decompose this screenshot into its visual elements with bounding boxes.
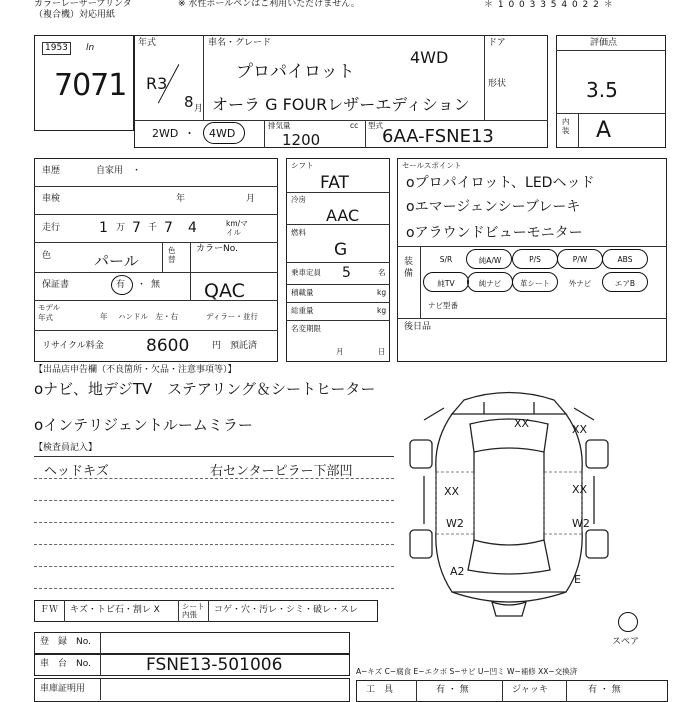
shift-label: シフト [291, 161, 314, 170]
damage-mark-left-repair: W2 [446, 517, 464, 530]
equip-pw: P/W [572, 255, 588, 264]
era-year: R3 [146, 74, 168, 93]
mileage-unit-man: 万 [116, 223, 126, 233]
equip-ps: P/S [529, 255, 541, 264]
warranty-yes: 有 [116, 280, 126, 290]
color-code-label: カラーNo. [196, 244, 238, 254]
interior-score: A [596, 118, 612, 143]
name-label: 車名・グレード [208, 38, 272, 48]
year-label: 年式 [138, 38, 157, 48]
rating-label: 評価点 [590, 38, 618, 48]
inspector-remark-1: ヘッドキズ [44, 464, 109, 479]
sales-point-2: oエマージェンシーブレーキ [406, 199, 581, 215]
interior-label: 内装 [562, 117, 570, 135]
dealer-label: ディラー・並行 [206, 312, 258, 321]
door-label: ドア [488, 38, 506, 48]
mileage-digit-1: 1 [99, 220, 108, 236]
gross-label: 総重量 [291, 306, 314, 315]
printer-label: カラーレーザープリンタ [34, 0, 132, 9]
notes-label: 【出品店申告欄（不良箇所・欠品・注意事項等）】 [34, 365, 237, 375]
shape-label: 形状 [488, 79, 507, 89]
registration-label: 登 録 No. [40, 637, 91, 647]
model-label: 型式 [368, 121, 383, 130]
mileage-digit-4: 4 [188, 220, 197, 236]
cooling-value: AAC [326, 206, 360, 225]
gross-unit: kg [377, 306, 387, 315]
equip-aw: 純A/W [478, 256, 502, 265]
tools-value: 有 ・ 無 [436, 685, 469, 695]
notes-line-1: oナビ、地デジTV ステアリング＆シートヒーター [34, 380, 376, 398]
fw-desc: キズ・トビ石・割レ X [70, 605, 160, 615]
spare-tire-icon [618, 612, 638, 632]
color-value: パール [94, 252, 139, 270]
displacement-value: 1200 [282, 131, 321, 149]
equip-abs: ABS [617, 255, 633, 264]
month-value: 8 [184, 93, 194, 111]
rating-score: 3.5 [586, 78, 618, 102]
recycle-unit: 円 預託済 [212, 341, 258, 351]
displacement-unit: cc [350, 121, 359, 130]
model-year-unit: 年 [100, 312, 108, 321]
drive-sep: ・ [184, 127, 195, 140]
equip-tv: 純TV [437, 279, 455, 288]
damage-mark-right-repair: W2 [572, 517, 590, 530]
sales-point-3: oアラウンドビューモニター [406, 225, 583, 241]
inspection-month-unit: 月 [246, 194, 256, 204]
mileage-unit-sen: 千 [148, 223, 158, 233]
equip-airbag: エアB [614, 279, 636, 288]
capacity-label: 乗車定員 [291, 268, 321, 277]
chassis-label: 車 台 No. [40, 659, 91, 669]
serial-number: ＊ 1 0 0 3 3 5 4 0 2 2 ＊ [484, 0, 614, 10]
garage-cert-label: 車庫証明用 [40, 684, 86, 694]
details-box [34, 158, 278, 362]
tools-label: 工 具 [366, 685, 394, 695]
month-unit: 月 [194, 104, 204, 114]
color-code-value: QAC [204, 280, 245, 302]
spare-label: スペア [612, 637, 640, 647]
seat-label: シート内張 [182, 602, 205, 620]
lot-suffix: ln [86, 43, 95, 53]
fuel-label: 燃料 [291, 228, 306, 237]
sales-points-label: セールスポイント [402, 161, 462, 170]
recycle-label: リサイクル料金 [42, 341, 104, 351]
registration-month-unit: 月 [336, 347, 344, 356]
inspection-label: 車検 [42, 194, 61, 204]
history-value: 自家用 ・ [96, 166, 142, 176]
vehicle-grade: オーラ G FOURレザーエディション [212, 95, 470, 114]
history-label: 車歴 [42, 166, 61, 176]
jack-value: 有 ・ 無 [588, 685, 621, 695]
damage-mark-roof: XX [514, 417, 530, 430]
cooling-label: 冷房 [291, 195, 306, 204]
capacity-unit: 名 [378, 268, 386, 277]
later-input-label: 後日品 [404, 322, 432, 332]
lot-number: 7071 [54, 68, 127, 103]
registration-expiry-label: 名変期限 [291, 324, 321, 333]
fw-label: ＦＷ [40, 605, 59, 615]
damage-mark-rear-left: A2 [450, 565, 465, 578]
color-label: 色 [42, 251, 52, 261]
notes-line-2: oインテリジェントルームミラー [34, 416, 253, 434]
color-change-label: 色替 [168, 246, 176, 265]
equip-ext-navi: 外ナビ [568, 279, 592, 288]
warranty-no: 無 [151, 280, 161, 290]
load-label: 積載量 [291, 288, 314, 297]
damage-mark-right-door: XX [572, 483, 588, 496]
equip-leather: 革シート [520, 279, 550, 288]
fuel-value: G [334, 240, 348, 260]
capacity-value: 5 [342, 265, 351, 281]
nav-model-label: ナビ型番 [428, 301, 458, 310]
mileage-digit-2: 7 [132, 220, 141, 236]
printer-sub-label: （複合機）対応用紙 [34, 10, 116, 20]
warranty-label: 保証書 [42, 280, 70, 290]
damage-mark-front-right: XX [572, 423, 588, 436]
damage-mark-left-door: XX [444, 485, 460, 498]
car-damage-diagram [404, 380, 614, 620]
chassis-value: FSNE13-501006 [146, 655, 283, 675]
registration-day-unit: 日 [378, 347, 386, 356]
displacement-label: 排気量 [268, 121, 291, 130]
mileage-label: 走行 [42, 223, 61, 233]
vehicle-name: プロパイロット [236, 62, 355, 82]
lot-tag: 1953 [42, 42, 71, 55]
model-year-label-1: モデル [38, 303, 61, 312]
handle-label: ハンドル 左・右 [118, 312, 178, 321]
warranty-sep: ・ [137, 280, 147, 290]
load-unit: kg [377, 288, 387, 297]
damage-mark-rear-right: E [574, 573, 581, 586]
recycle-value: 8600 [146, 336, 190, 356]
model-value: 6AA-FSNE13 [382, 126, 494, 147]
inspector-label: 【検査員記入】 [34, 443, 98, 453]
inspection-year-unit: 年 [176, 194, 186, 204]
inspector-remark-2: 右センターピラー下部凹 [210, 464, 353, 479]
jack-label: ジャッキ [512, 685, 548, 695]
drive-4wd: 4WD [209, 127, 236, 140]
damage-legend: A−キズ C−腐食 E−エクボ S−サビ U−凹ミ W−補修 XX−交換済 [356, 667, 578, 676]
drive-2wd: 2WD [152, 127, 179, 140]
model-year-label-2: 年式 [38, 313, 53, 322]
mileage-unit: km/マイル [226, 219, 248, 237]
seat-desc: コゲ・穴・汚レ・シミ・破レ・スレ [214, 605, 359, 615]
drive-handwritten: 4WD [410, 48, 449, 67]
equipment-label: 装備 [404, 257, 414, 280]
equip-sr: S/R [439, 255, 453, 264]
mileage-digit-3: 7 [164, 220, 173, 236]
sales-point-1: oプロパイロット、LEDヘッド [406, 175, 595, 191]
pen-warning: ※ 水性ボールペンはご利用いただけません。 [178, 0, 360, 9]
shift-value: FAT [320, 173, 349, 193]
equip-navi: 純ナビ [478, 279, 502, 288]
